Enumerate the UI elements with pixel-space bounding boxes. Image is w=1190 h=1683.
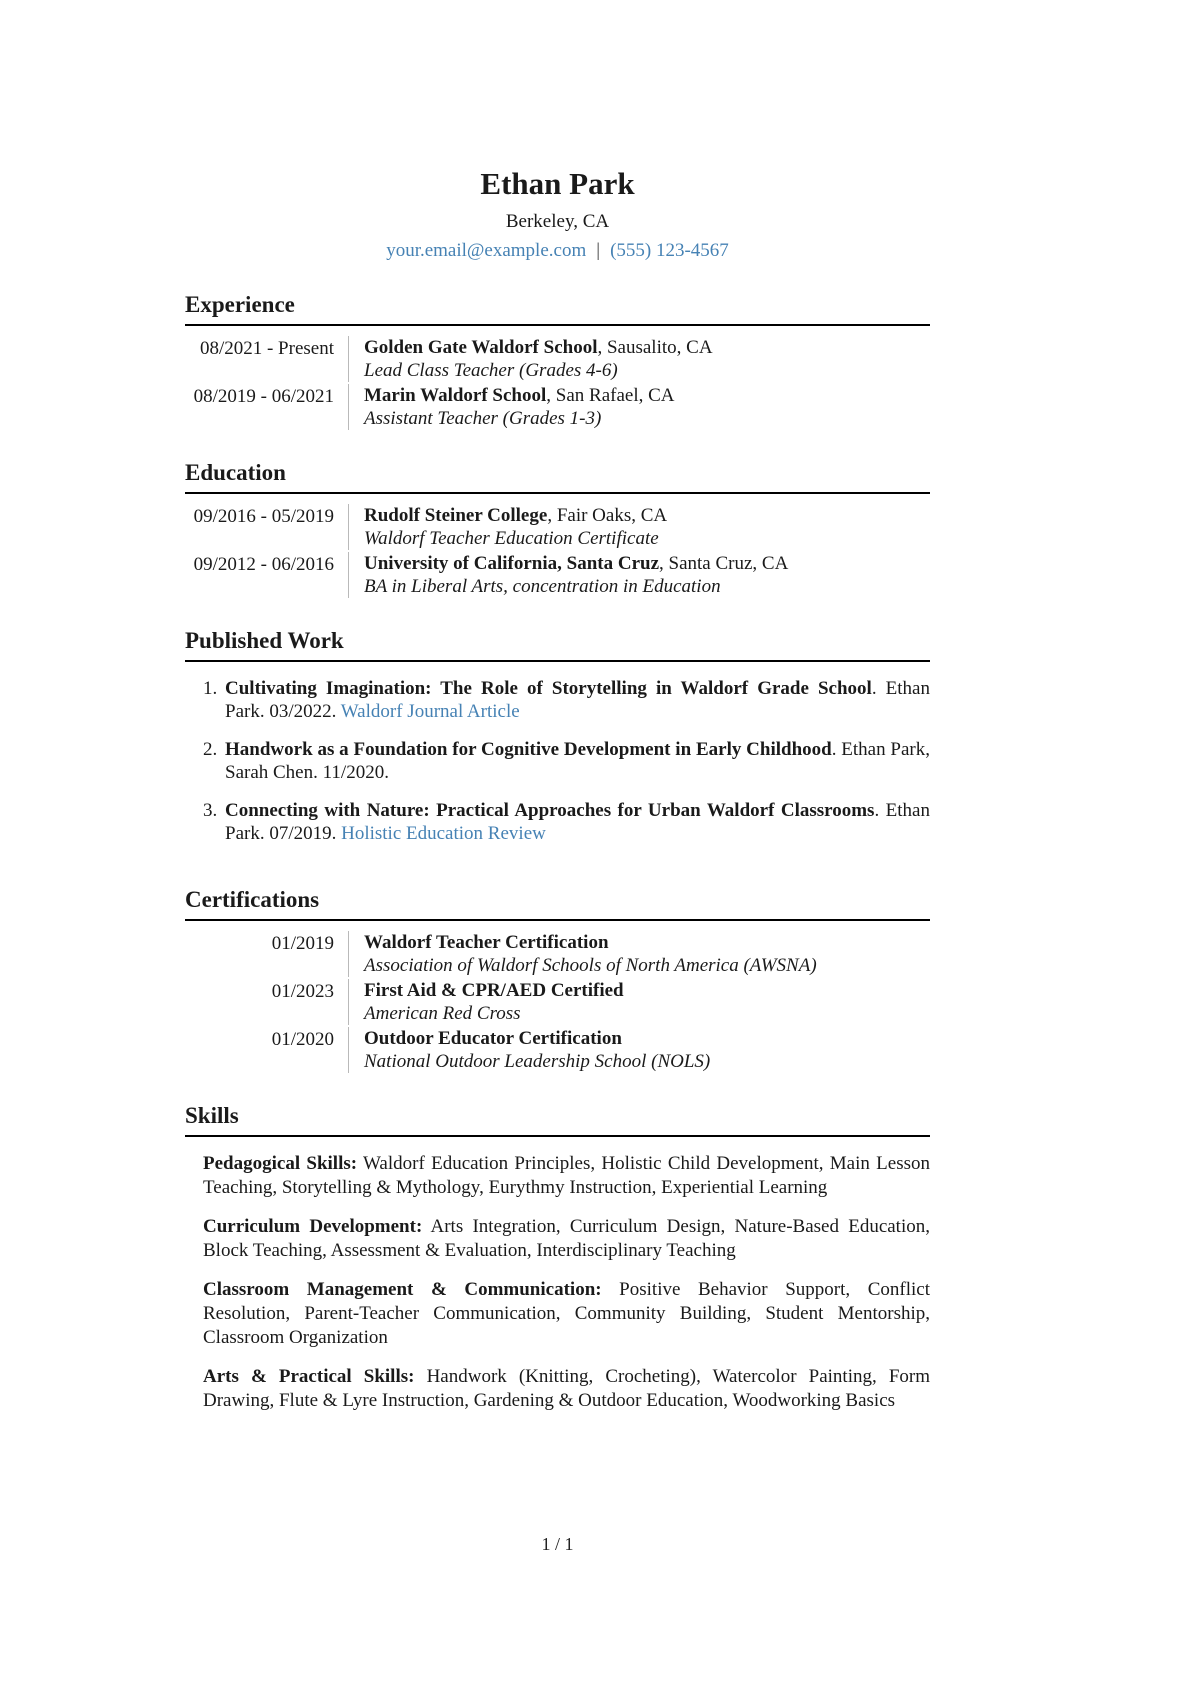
entry-role: Assistant Teacher (Grades 1-3) [364,408,602,429]
person-location: Berkeley, CA [505,211,610,232]
certifying-body: National Outdoor Leadership School (NOLS) [364,1051,711,1072]
organization-location: , Sausalito, CA [597,337,713,358]
entry-dates: 08/2021 - Present [199,338,334,359]
entry-body [348,384,930,430]
entry-dates: 01/2019 [271,933,334,954]
degree-name: BA in Liberal Arts, concentration in Education [364,576,721,597]
entry-body [348,1027,930,1073]
education-entry [185,552,930,598]
certification-entries [185,931,930,1073]
publication-detail: . Ethan Park, Sarah Chen. 11/2020. [225,739,930,783]
section-experience [185,292,930,430]
education-entries [185,504,930,598]
entry-heading [364,1027,930,1050]
certification-name: Outdoor Educator Certification [364,1028,622,1049]
resume-header [185,0,930,262]
institution-location: , Santa Cruz, CA [659,553,789,574]
publication-number: 3. [203,800,218,821]
organization-location: , San Rafael, CA [546,385,675,406]
publication-text [225,677,930,723]
skill-group [203,1152,930,1200]
entry-heading [364,384,930,407]
publication-detail: . Ethan Park. 03/2022. [225,678,930,722]
organization-name: Golden Gate Waldorf School [364,337,598,358]
experience-entries [185,336,930,430]
publication-number: 2. [203,739,218,760]
entry-heading [364,979,930,1002]
skill-group-items: Arts Integration, Curriculum Design, Nature-Based Education, Block Teaching, Assessment & Evaluation, Interdisciplinary Teaching [203,1216,930,1261]
entry-body [348,979,930,1025]
publication-item [185,799,930,845]
entry-body [348,552,930,598]
publication-title: Cultivating Imagination: The Role of Storytelling in Waldorf Grade School [225,678,872,699]
skill-group-label: Curriculum Development: [203,1216,423,1237]
organization-name: Marin Waldorf School [364,385,547,406]
institution-location: , Fair Oaks, CA [547,505,668,526]
entry-body [348,931,930,977]
publication-title: Connecting with Nature: Practical Approaches for Urban Waldorf Classrooms [225,800,875,821]
publication-list [185,677,930,845]
publication-item [185,738,930,784]
skill-group-label: Pedagogical Skills: [203,1153,358,1174]
phone-link[interactable]: (555) 123-4567 [610,240,729,261]
certification-name: Waldorf Teacher Certification [364,932,609,953]
entry-dates: 01/2020 [271,1029,334,1050]
section-title-certifications: Certifications [185,887,930,921]
entry-dates: 09/2016 - 05/2019 [193,506,334,527]
institution-name: Rudolf Steiner College [364,505,548,526]
entry-dates: 08/2019 - 06/2021 [193,386,334,407]
email-link[interactable]: your.email@example.com [386,240,587,261]
institution-name: University of California, Santa Cruz [364,553,660,574]
publication-text [225,799,930,845]
section-title-experience: Experience [185,292,930,326]
publication-title: Handwork as a Foundation for Cognitive Development in Early Childhood [225,739,832,760]
entry-heading [364,552,930,575]
resume-content [185,0,930,1413]
experience-entry [185,336,930,382]
section-skills [185,1103,930,1413]
certifying-body: Association of Waldorf Schools of North America (AWSNA) [364,955,817,976]
publication-detail: . Ethan Park. 07/2019. [225,800,930,844]
publication-item [185,677,930,723]
certification-entry [185,931,930,977]
skill-group-items: Positive Behavior Support, Conflict Resolution, Parent-Teacher Communication, Community Building, Student Mentorship, Classroom Organization [203,1279,930,1348]
experience-entry [185,384,930,430]
skill-group-items: Waldorf Education Principles, Holistic Child Development, Main Lesson Teaching, Storytelling & Mythology, Eurythmy Instruction, Experiential Learning [203,1153,930,1198]
publication-link[interactable]: Holistic Education Review [341,823,546,844]
skills-list [185,1152,930,1413]
section-published-work [185,628,930,845]
publication-number: 1. [203,678,218,699]
entry-body [348,336,930,382]
publication-link[interactable]: Waldorf Journal Article [340,701,520,722]
certification-entry [185,979,930,1025]
entry-heading [364,336,930,359]
skill-group-label: Classroom Management & Communication: [203,1279,602,1300]
education-entry [185,504,930,550]
entry-heading [364,931,930,954]
certifying-body: American Red Cross [364,1003,521,1024]
skill-group-items: Handwork (Knitting, Crocheting), Watercolor Painting, Form Drawing, Flute & Lyre Instruction, Gardening & Outdoor Education, Woodworking Basics [203,1366,930,1411]
certification-name: First Aid & CPR/AED Certified [364,980,624,1001]
entry-heading [364,504,930,527]
contact-separator: | [596,240,601,261]
skill-group [203,1215,930,1263]
entry-role: Lead Class Teacher (Grades 4-6) [364,360,618,381]
skill-group [203,1365,930,1413]
certification-entry [185,1027,930,1073]
entry-body [348,504,930,550]
page-number: 1 / 1 [541,1534,574,1554]
section-education [185,460,930,598]
contact-line [185,240,930,262]
section-title-skills: Skills [185,1103,930,1137]
publication-text [225,738,930,784]
section-title-published-work: Published Work [185,628,930,662]
skill-group [203,1278,930,1350]
entry-dates: 09/2012 - 06/2016 [193,554,334,575]
person-name: Ethan Park [480,166,635,201]
section-certifications [185,887,930,1073]
degree-name: Waldorf Teacher Education Certificate [364,528,659,549]
section-title-education: Education [185,460,930,494]
skill-group-label: Arts & Practical Skills: [203,1366,415,1387]
entry-dates: 01/2023 [271,981,334,1002]
